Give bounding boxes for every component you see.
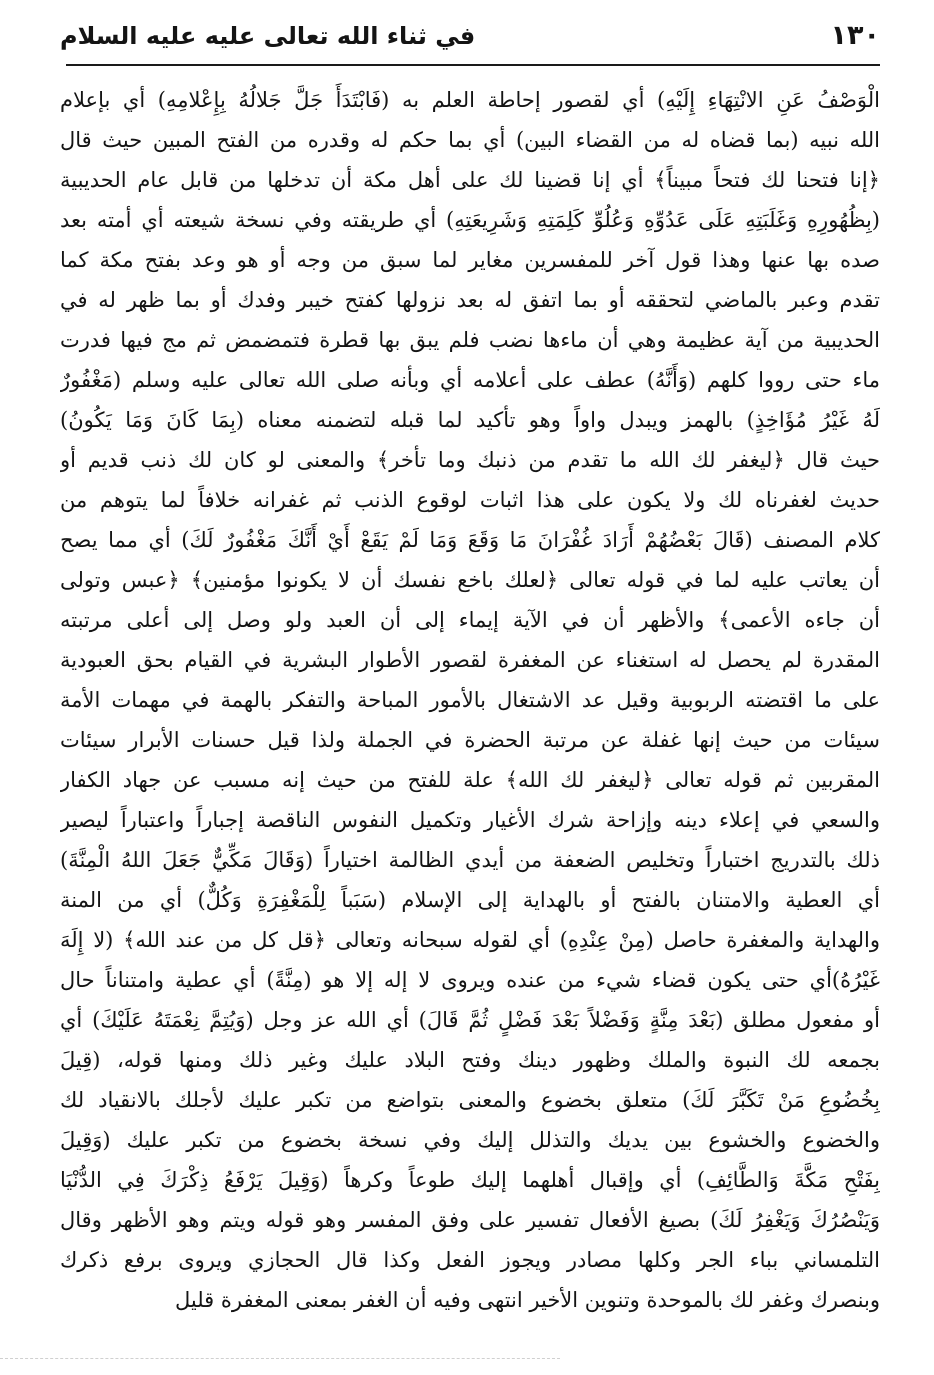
text-line: أن جاءه الأعمى﴾ والأظهر أن في الآية إيماء إلى أن العبد ولو وصل إلى أعلى مرتبته bbox=[60, 608, 880, 632]
text-line: أن يعاتب عليه لما في قوله تعالى ﴿لعلك باخع نفسك أن لا يكونوا مؤمنين﴾ ﴿عبس وتولى bbox=[60, 568, 880, 592]
text-line: الحديبية من آية عظيمة وهي أن ماءها نضب فلم يبق بها قطرة فتمضمض ثم مج فيها فدرت bbox=[60, 328, 880, 352]
text-line: صده بها عنها وهذا قول آخر للمفسرين مغاير لما سبق من وجه أو هو وعد بفتح مكة كما bbox=[60, 248, 880, 272]
text-line: سيئات من حيث إنها غفلة عن مرتبة الحضرة في الجملة ولذا قيل حسنات الأبرار سيئات bbox=[60, 728, 880, 752]
text-line: (بِظُهُورِهِ وَغَلَبَتِهِ عَلَى عَدُوِّهِ وَعُلُوِّ كَلِمَتِهِ وَشَرِيعَتِهِ) أي طريقته وفي نسخة شيعته أي أمته بعد bbox=[60, 208, 880, 232]
text-line: تقدم وعبر بالماضي لتحققه أو بما اتفق له بعد نزولها كفتح خيبر وفدك أو بما ظهر له في bbox=[60, 288, 880, 312]
text-line: والهداية والمغفرة حاصل (مِنْ عِنْدِهِ) أي لقوله سبحانه وتعالى ﴿قل كل من عند الله﴾ (لا إِلَهَ bbox=[60, 928, 880, 952]
text-line: الله نبيه (بما قضاه له من القضاء البين) أي بما حكم له وقدره من الفتح المبين حيث قال bbox=[60, 128, 880, 152]
text-line: بِفَتْحِ مَكَّةَ وَالطَّائِفِ) أي وإقبال أهلهما إليك طوعاً وكرهاً (وَقِيلَ يَرْفَعُ ذِكْرَكَ فِي الدُّنْيَا bbox=[60, 1168, 880, 1192]
header-rule bbox=[66, 64, 880, 66]
text-line: كلام المصنف (قَالَ بَعْضُهُمْ أَرَادَ غُفْرَانَ مَا وَقَعَ وَمَا لَمْ يَقَعْ أَيْ أَنَّكَ مَغْفُورٌ لَكَ) أي مما يصح bbox=[60, 528, 880, 552]
text-line: غَيْرُهُ)أي حتى يكون قضاء شيء من عنده ويروى لا إله إلا هو (مِنَّةً) أي عطية وامتناناً حال bbox=[60, 968, 880, 992]
page-number: ١٣٠ bbox=[830, 20, 880, 51]
text-line: ماء حتى رووا كلهم (وَأَنَّهُ) عطف على أعلامه أي وبأنه صلى الله تعالى عليه وسلم (مَغْفُورٌ bbox=[60, 368, 880, 392]
text-line: المقربين ثم قوله تعالى ﴿ليغفر لك الله﴾ علة للفتح من حيث إنه مسبب عن جهاد الكفار bbox=[60, 768, 880, 792]
book-page bbox=[60, 14, 880, 1354]
text-line: حيث قال ﴿ليغفر لك الله ما تقدم من ذنبك وما تأخر﴾ والمعنى لو كان لك ذنب قديم أو bbox=[60, 448, 880, 472]
text-line-last: وبنصرك وغفر لك بالموحدة وتنوين الأخير انتهى وفيه أن الغفر بمعنى المغفرة قليل bbox=[174, 1288, 880, 1312]
body-text bbox=[60, 80, 880, 1320]
text-line: والسعي في إعلاء دينه وإزاحة شرك الأغيار وتكميل النفوس الناقصة إجباراً واعتباراً ليصير bbox=[60, 808, 880, 832]
text-line: والخضوع والخشوع بين يديك والتذلل إليك وفي نسخة بخضوع من تكبر عليك (وَقِيلَ bbox=[60, 1128, 880, 1152]
text-line: التلمساني بباء الجر وكلها مصادر ويجوز الفعل وكذا قال الحجازي ويروى برفع ذكرك bbox=[60, 1248, 880, 1272]
text-line: ﴿إنا فتحنا لك فتحاً مبيناً﴾ أي إنا قضينا لك على أهل مكة أن تدخلها من قابل عام الحديبية bbox=[60, 168, 880, 192]
text-line: بجمعه لك النبوة والملك وظهور دينك وفتح البلاد عليك وغير ذلك ومنها قوله، (قِيلَ bbox=[60, 1048, 880, 1072]
text-line: أو مفعول مطلق (بَعْدَ مِنَّةٍ وَفَضْلاً بَعْدَ فَضْلٍ ثُمَّ قَالَ) أي الله عز وجل (وَيُتِمَّ نِعْمَتَهُ عَلَيْكَ) أي bbox=[60, 1008, 880, 1032]
running-title: في ثناء الله تعالى عليه عليه السلام bbox=[60, 22, 476, 50]
text-line: أي العطية والامتنان بالفتح أو بالهداية إلى الإسلام (سَبَباً لِلْمَغْفِرَةِ وَكُلٌّ) أي من المنة bbox=[60, 888, 880, 912]
text-line: لَهُ غَيْرُ مُؤَاخِذٍ) بالهمز ويبدل واواً وهو تأكيد لما قبله لتضمنه معناه (بِمَا كَانَ وَمَا يَكُونُ) bbox=[60, 408, 880, 432]
text-line: على ما اقتضته الربوبية وقيل عد الاشتغال بالأمور المباحة والتفكر بالهمة في مهمات الأمة bbox=[60, 688, 880, 712]
text-line: بِخُضُوعِ مَنْ تَكَبَّرَ لَكَ) متعلق بخضوع والمعنى بتواضع من تكبر عليك لأجلك بالانقياد لك bbox=[60, 1088, 880, 1112]
text-line: حديث لغفرناه لك ولا يكون على هذا اثبات لوقوع الذنب ثم غفرانه خلافاً لما يتوهم من bbox=[60, 488, 880, 512]
text-line: وَيَنْصُرُكَ وَيَغْفِرُ لَكَ) بصيغ الأفعال تفسير على وفق المفسر وهو قوله ويتم وهو الأظهر وقال bbox=[60, 1208, 880, 1232]
text-line: ذلك بالتدريج اختباراً وتخليص الضعفة من أيدي الظالمة اختياراً (وَقَالَ مَكِّيٌّ جَعَلَ اللهُ الْمِنَّةَ) bbox=[60, 848, 880, 872]
scan-edge-artifact bbox=[0, 1358, 560, 1359]
text-line: المقدرة لم يحصل له استغناء عن المغفرة لقصور الأطوار البشرية في القيام بحق العبودية bbox=[60, 648, 880, 672]
page-header bbox=[60, 14, 880, 58]
text-line: الْوَصْفُ عَنِ الانْتِهَاءِ إِلَيْهِ) أي لقصور إحاطة العلم به (فَابْتَدَأَ جَلَّ جَلالُهُ بِإِعْلامِهِ) أي بإعلام bbox=[60, 88, 880, 112]
